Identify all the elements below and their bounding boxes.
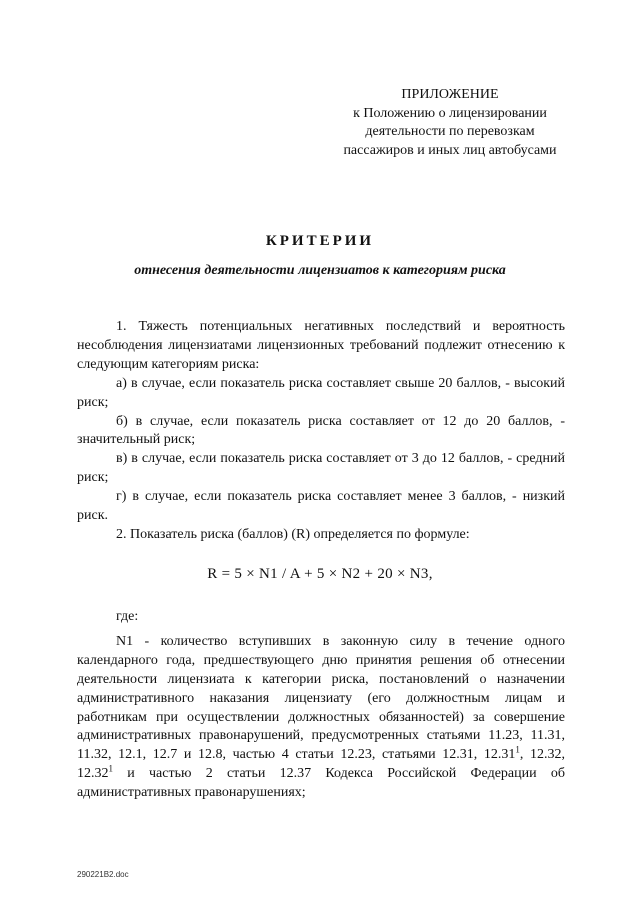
appendix-label: ПРИЛОЖЕНИЕ: [401, 87, 499, 102]
criteria-section: [77, 318, 565, 545]
paragraph-1: 1. Тяжесть потенциальных негативных последствий и вероятность несоблюдения лицензиатами лицензионных требований подлежит отнесению к следующим категориям риска:: [77, 319, 565, 372]
paragraph-c: в) в случае, если показатель риска составляет от 3 до 12 баллов, - средний риск;: [77, 451, 565, 486]
appendix-line: пассажиров и иных лиц автобусами: [343, 142, 557, 158]
paragraph-a: а) в случае, если показатель риска составляет свыше 20 баллов, - высокий риск;: [77, 375, 565, 410]
paragraph-b: б) в случае, если показатель риска составляет от 12 до 20 баллов, - значительный риск;: [77, 413, 565, 448]
n1-text: и частью 2 статьи 12.37 Кодекса Российской Федерации об административных правонарушениях;: [77, 766, 565, 801]
definitions-section: [77, 608, 565, 803]
n1-text: N1 - количество вступивших в законную силу в течение одного календарного года, предшествующего дню принятия решения об отнесении деятельности лицензиата к категории риска, постановлений о назначении административного наказания лицензиату (его должностным лицам и работникам при осуществлении должностных обязанностей) за совершение административных правонарушений, предусмотренных статьями 11.23, 11.31, 11.32, 12.1, 12.7 и 12.8, частью 4 статьи 12.23, статьями 12.31, 12.31: [77, 633, 565, 763]
risk-formula: R = 5 × N1 / A + 5 × N2 + 20 × N3,: [207, 566, 433, 582]
appendix-line: деятельности по перевозкам: [365, 124, 535, 139]
n1-text: , 12.32, 12.32: [77, 747, 566, 782]
paragraph-d: г) в случае, если показатель риска составляет менее 3 баллов, - низкий риск.: [77, 489, 565, 524]
document-title: КРИТЕРИИ: [265, 233, 375, 249]
n1-definition: [77, 633, 565, 803]
appendix-header: [300, 86, 600, 160]
where-label: где:: [116, 609, 139, 624]
appendix-line: к Положению о лицензировании: [353, 105, 547, 121]
file-footer: 290221B2.doc: [77, 870, 129, 879]
superscript: 1: [108, 763, 113, 774]
document-subtitle: отнесения деятельности лицензиатов к категориям риска: [134, 263, 506, 278]
paragraph-2: 2. Показатель риска (баллов) (R) определяется по формуле:: [116, 526, 470, 542]
superscript: 1: [515, 744, 520, 755]
